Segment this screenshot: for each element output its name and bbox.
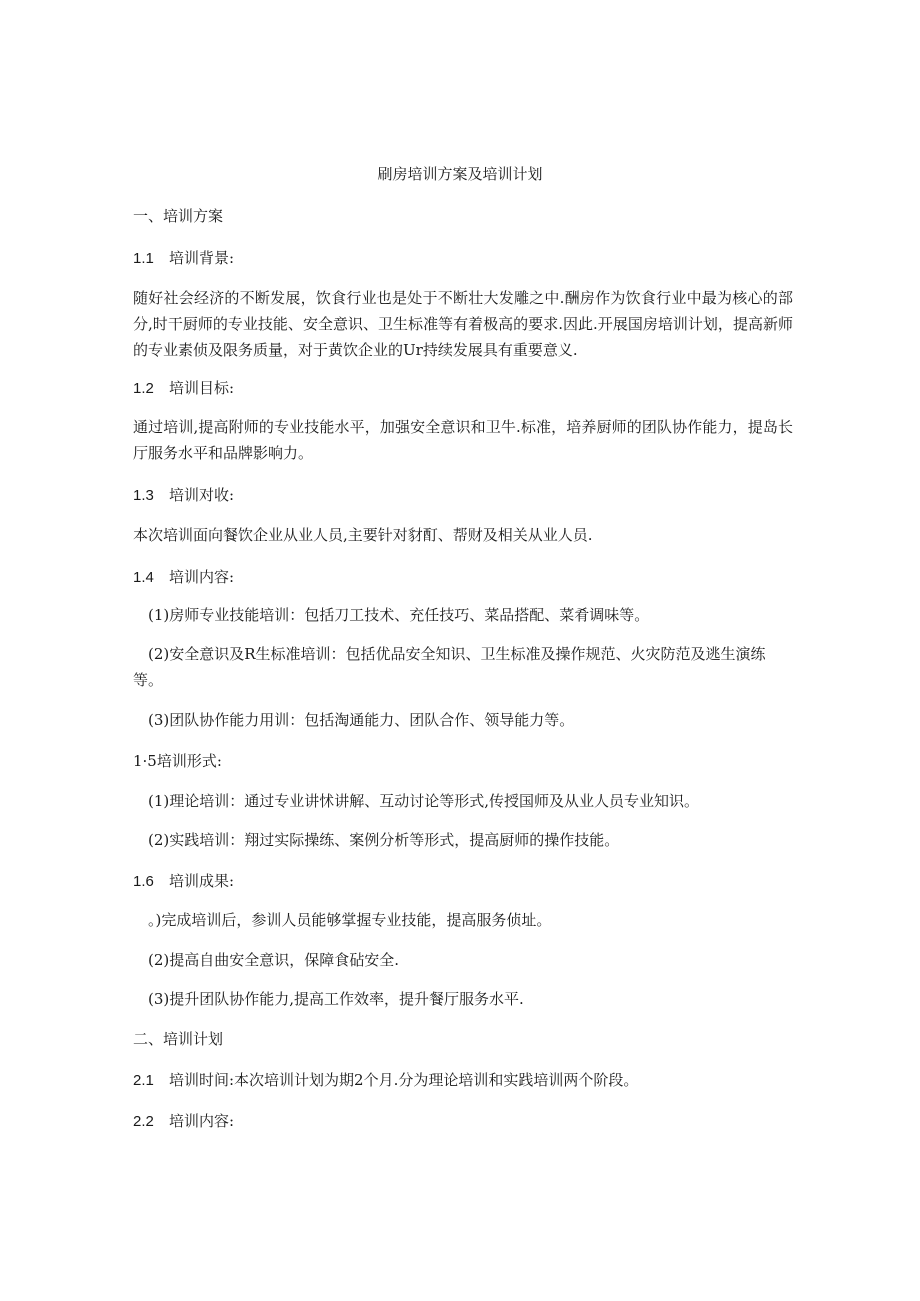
content-item-2: (2)安全意识及R生标准培训：包括优品安全知识、卫生标准及操作规范、火灾防范及逃生演练等。 — [133, 645, 766, 689]
subheading-label: 培训内容: — [169, 1112, 235, 1130]
subheading-1-3 — [133, 484, 793, 507]
subheading-1-1 — [133, 247, 793, 270]
result-item-3: (3)提升团队协作能力,提高工作效率，提升餐厅服务水平. — [148, 990, 524, 1008]
result-item-2: (2)提高自曲安全意识，保障食砧安全. — [148, 951, 400, 969]
section-heading-1: 一、培训方案 — [133, 207, 224, 225]
section-heading-2: 二、培训计划 — [133, 1030, 224, 1048]
result-item-1: 。)完成培训后，参训人员能够掌握专业技能，提高服务侦址。 — [148, 911, 552, 929]
form-item-1: (1)理论培训：通过专业讲怵讲解、互动讨论等形式,传授国师及从业人员专业知识。 — [148, 792, 700, 810]
content-item-3: (3)团队协作能力用训：包括淘通能力、团队合作、领导能力等。 — [148, 711, 575, 729]
subheading-label: 培训背景: — [169, 249, 235, 267]
subheading-label: 培训时间:本次培训计划为期2个月.分为理论培训和实践培训两个阶段。 — [169, 1071, 639, 1089]
subheading-number: 2.2 — [133, 1113, 154, 1130]
goal-paragraph: 通过培训,提高附师的专业技能水平，加强安全意识和卫牛.标准，培养厨师的团队协作能力，提岛长厅服务水平和品牌影响力。 — [133, 418, 793, 462]
content-item-1: (1)房师专业技能培训：包括刀工技术、充任技巧、菜品搭配、菜肴调味等。 — [148, 606, 650, 624]
background-paragraph: 随好社会经济的不断发展，饮食行业也是处于不断壮大发雕之中.酬房作为饮食行业中最为核心的部分,时干厨师的专业技能、安全意识、卫生标准等有着极高的要求.因此.开展国房培训计划，提高新师的专业素侦及限务质量，对于黄饮企业的Ur持续发展具有重要意义. — [133, 289, 793, 359]
subheading-1-2 — [133, 377, 793, 400]
subheading-number: 1.1 — [133, 250, 154, 267]
subheading-label: 培训目标: — [169, 379, 235, 397]
subheading-1-6 — [133, 870, 793, 893]
form-item-2: (2)实践培训：翔过实际操练、案例分析等形式，提高厨师的操作技能。 — [148, 831, 620, 849]
subheading-label: 培训对收: — [169, 486, 235, 504]
document-title: 刷房培训方案及培训计划 — [377, 165, 543, 183]
subheading-number: 1.3 — [133, 487, 154, 504]
subheading-label: 培训成果: — [169, 872, 235, 890]
subheading-2-2 — [133, 1110, 793, 1133]
subheading-2-1 — [133, 1069, 793, 1092]
subheading-1-5: 1·5培训形式: — [133, 752, 222, 770]
subheading-number: 1.6 — [133, 873, 154, 890]
target-paragraph: 本次培训面向餐饮企业从业人员,主要针对豺酊、帮财及相关从业人员. — [133, 526, 593, 544]
subheading-label: 培训内容: — [169, 568, 235, 586]
subheading-number: 1.2 — [133, 380, 154, 397]
subheading-number: 2.1 — [133, 1072, 154, 1089]
subheading-number: 1.4 — [133, 569, 154, 586]
subheading-1-4 — [133, 566, 793, 589]
